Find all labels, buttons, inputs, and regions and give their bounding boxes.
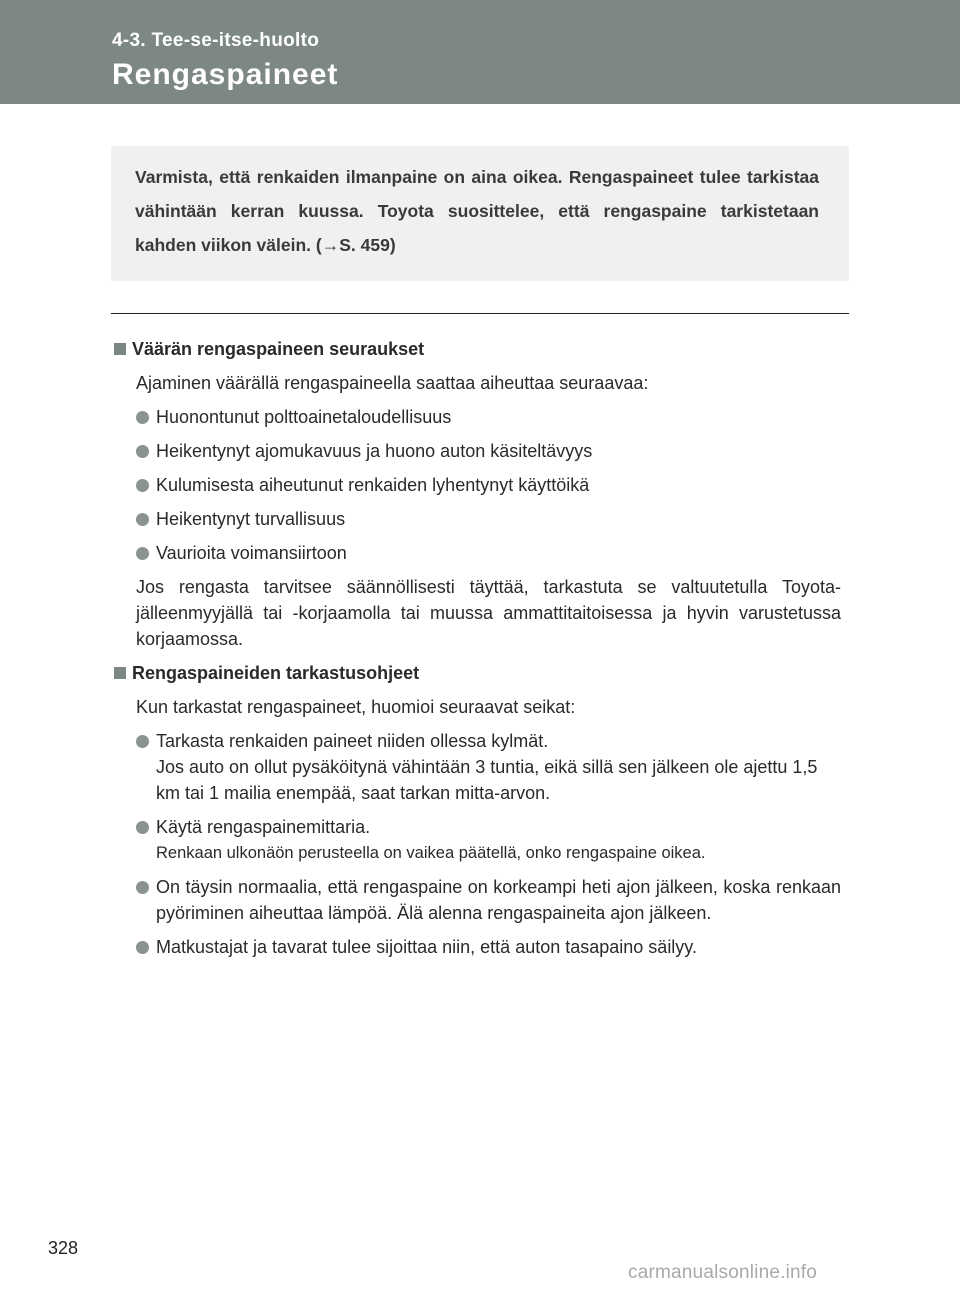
page-number: 328 (48, 1238, 79, 1258)
list-item (136, 728, 841, 806)
intro-text: Varmista, että renkaiden ilmanpaine on aina oikea. Rengaspaineet tulee tarkistaa vähintään kerran kuussa. Toyota suosittelee, että rengaspaine tarkistetaan kahden viikon välein. (→S. 459) (135, 167, 819, 255)
section-heading-inspection (111, 660, 841, 686)
section-heading-text: Väärän rengaspaineen seuraukset (132, 339, 425, 359)
list-item-text: Matkustajat ja tavarat tulee sijoittaa niin, että auton tasapaino säilyy. (156, 937, 697, 957)
divider (111, 313, 849, 314)
round-bullet-icon (136, 547, 149, 560)
square-bullet-icon (114, 667, 126, 679)
list-item (136, 814, 841, 866)
square-bullet-icon (114, 343, 126, 355)
list-item-body (156, 814, 841, 866)
round-bullet-icon (136, 735, 149, 748)
section-heading-consequences (111, 336, 841, 362)
list-item-text: Kulumisesta aiheutunut renkaiden lyhentynyt käyttöikä (156, 475, 590, 495)
list-item (136, 506, 841, 532)
round-bullet-icon (136, 445, 149, 458)
header-band (0, 0, 960, 104)
list-item-text: Heikentynyt turvallisuus (156, 509, 346, 529)
page-title: Rengaspaineet (112, 58, 339, 91)
section-number: 4-3. Tee-se-itse-huolto (112, 30, 320, 51)
list-item-subtext: Renkaan ulkonäön perusteella on vaikea päätellä, onko rengaspaine oikea. (156, 844, 706, 862)
round-bullet-icon (136, 941, 149, 954)
list-item-subtext: Jos auto on ollut pysäköitynä vähintään 3 tuntia, eikä sillä sen jälkeen ole ajettu 1,5 km tai 1 mailia enempää, saat tarkan mitta-arvon. (156, 757, 818, 803)
list-item-text: Heikentynyt ajomukavuus ja huono auton käsiteltävyys (156, 441, 593, 461)
round-bullet-icon (136, 411, 149, 424)
list-item (136, 472, 841, 498)
section-heading-text: Rengaspaineiden tarkastusohjeet (132, 663, 420, 683)
list-item-text: Käytä rengaspainemittaria. (156, 817, 371, 837)
list-item (136, 934, 841, 960)
section-lead: Ajaminen väärällä rengaspaineella saattaa aiheuttaa seuraavaa: (136, 373, 649, 393)
list-item-text: On täysin normaalia, että rengaspaine on korkeampi heti ajon jälkeen, koska renkaan pyöriminen aiheuttaa lämpöä. Älä alenna rengaspaineita ajon jälkeen. (156, 877, 841, 923)
list-item (136, 874, 841, 926)
main-content (111, 336, 841, 968)
list-item (136, 540, 841, 566)
round-bullet-icon (136, 881, 149, 894)
list-item-text: Huonontunut polttoainetaloudellisuus (156, 407, 452, 427)
list-item-text: Tarkasta renkaiden paineet niiden ollessa kylmät. (156, 731, 549, 751)
round-bullet-icon (136, 821, 149, 834)
list-item-body (156, 728, 841, 806)
intro-box (111, 146, 849, 281)
list-item-text: Vaurioita voimansiirtoon (156, 543, 347, 563)
round-bullet-icon (136, 479, 149, 492)
round-bullet-icon (136, 513, 149, 526)
section-lead: Kun tarkastat rengaspaineet, huomioi seuraavat seikat: (136, 697, 576, 717)
list-item (136, 438, 841, 464)
list-item (136, 404, 841, 430)
section-note: Jos rengasta tarvitsee säännöllisesti täyttää, tarkastuta se valtuutetulla Toyota-jälleenmyyjällä tai -korjaamolla tai muussa ammattitaitoisessa ja hyvin varustetussa korjaamossa. (136, 577, 841, 649)
watermark: carmanualsonline.info (628, 1262, 818, 1283)
